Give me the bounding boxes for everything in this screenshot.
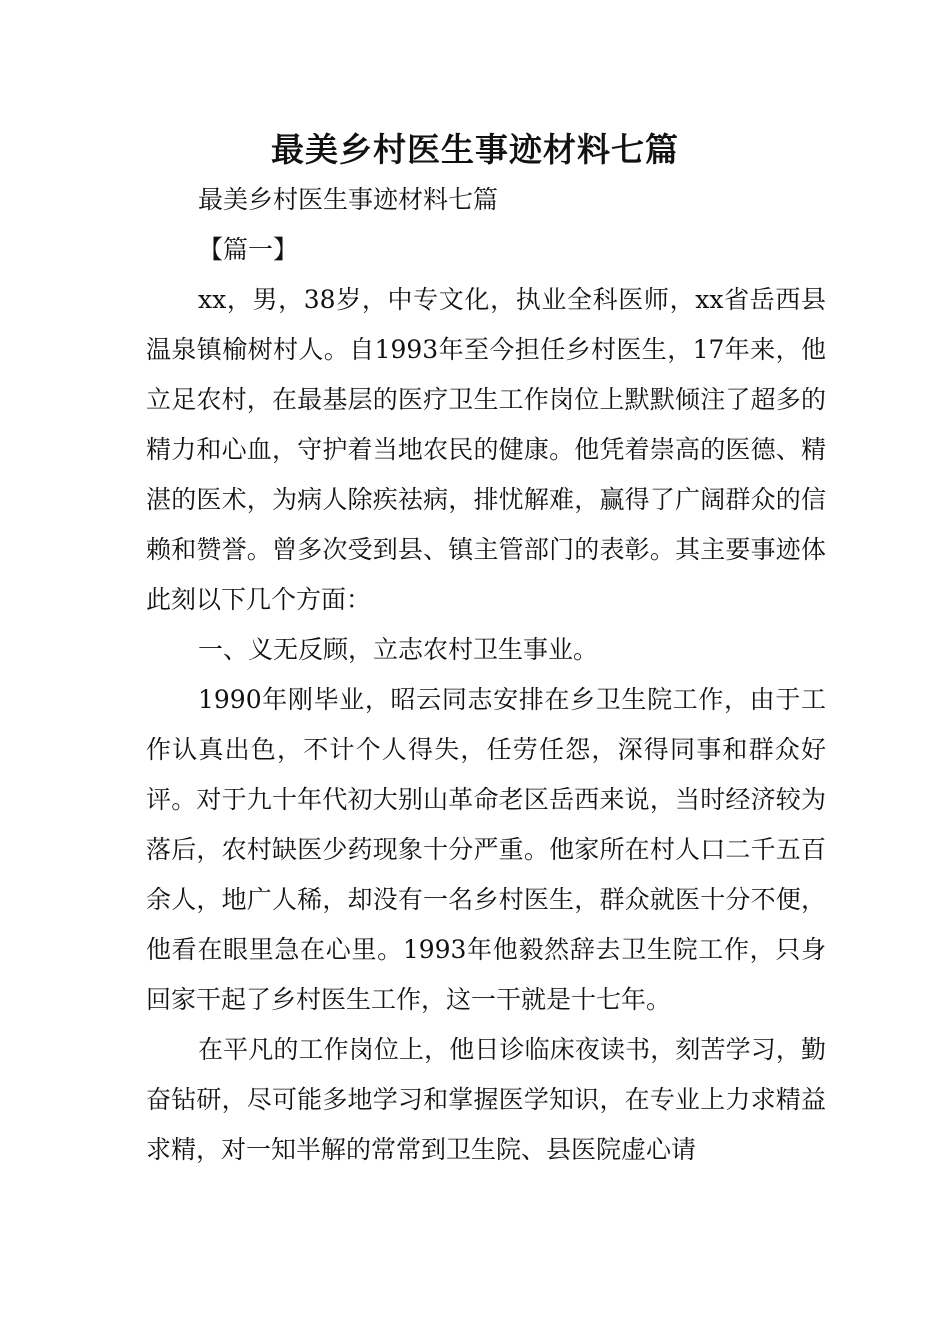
section-label: 【篇一】 xyxy=(198,235,299,264)
paragraph-1: xx，男，38岁，中专文化，执业全科医师，xx省岳西县温泉镇榆树村人。自1993年至今担任乡村医生，17年来，他立足农村，在最基层的医疗卫生工作岗位上默默倾注了超多的精力和心血，守护着当地农民的健康。他凭着崇高的医德、精湛的医术，为病人除疾祛病，排忧解难，赢得了广阔群众的信赖和赞誉。曾多次受到县、镇主管部门的表彰。其主要事迹体此刻以下几个方面： xyxy=(146,285,826,614)
paragraph-3: 1990年刚毕业，昭云同志安排在乡卫生院工作，由于工作认真出色，不计个人得失，任劳任怨，深得同事和群众好评。对于九十年代初大别山革命老区岳西来说，当时经济较为落后，农村缺医少药现象十分严重。他家所在村人口二千五百余人，地广人稀，却没有一名乡村医生，群众就医十分不便，他看在眼里急在心里。1993年他毅然辞去卫生院工作，只身回家干起了乡村医生工作，这一干就是十七年。 xyxy=(146,685,826,1014)
paragraph-2: 一、义无反顾，立志农村卫生事业。 xyxy=(198,635,599,664)
subtitle-paragraph: 最美乡村医生事迹材料七篇 xyxy=(198,185,499,214)
document-body xyxy=(146,175,826,1175)
page-title: 最美乡村医生事迹材料七篇 xyxy=(271,130,679,169)
paragraph-4: 在平凡的工作岗位上，他日诊临床夜读书，刻苦学习，勤奋钻研，尽可能多地学习和掌握医学知识，在专业上力求精益求精，对一知半解的常常到卫生院、县医院虚心请 xyxy=(146,1035,826,1164)
